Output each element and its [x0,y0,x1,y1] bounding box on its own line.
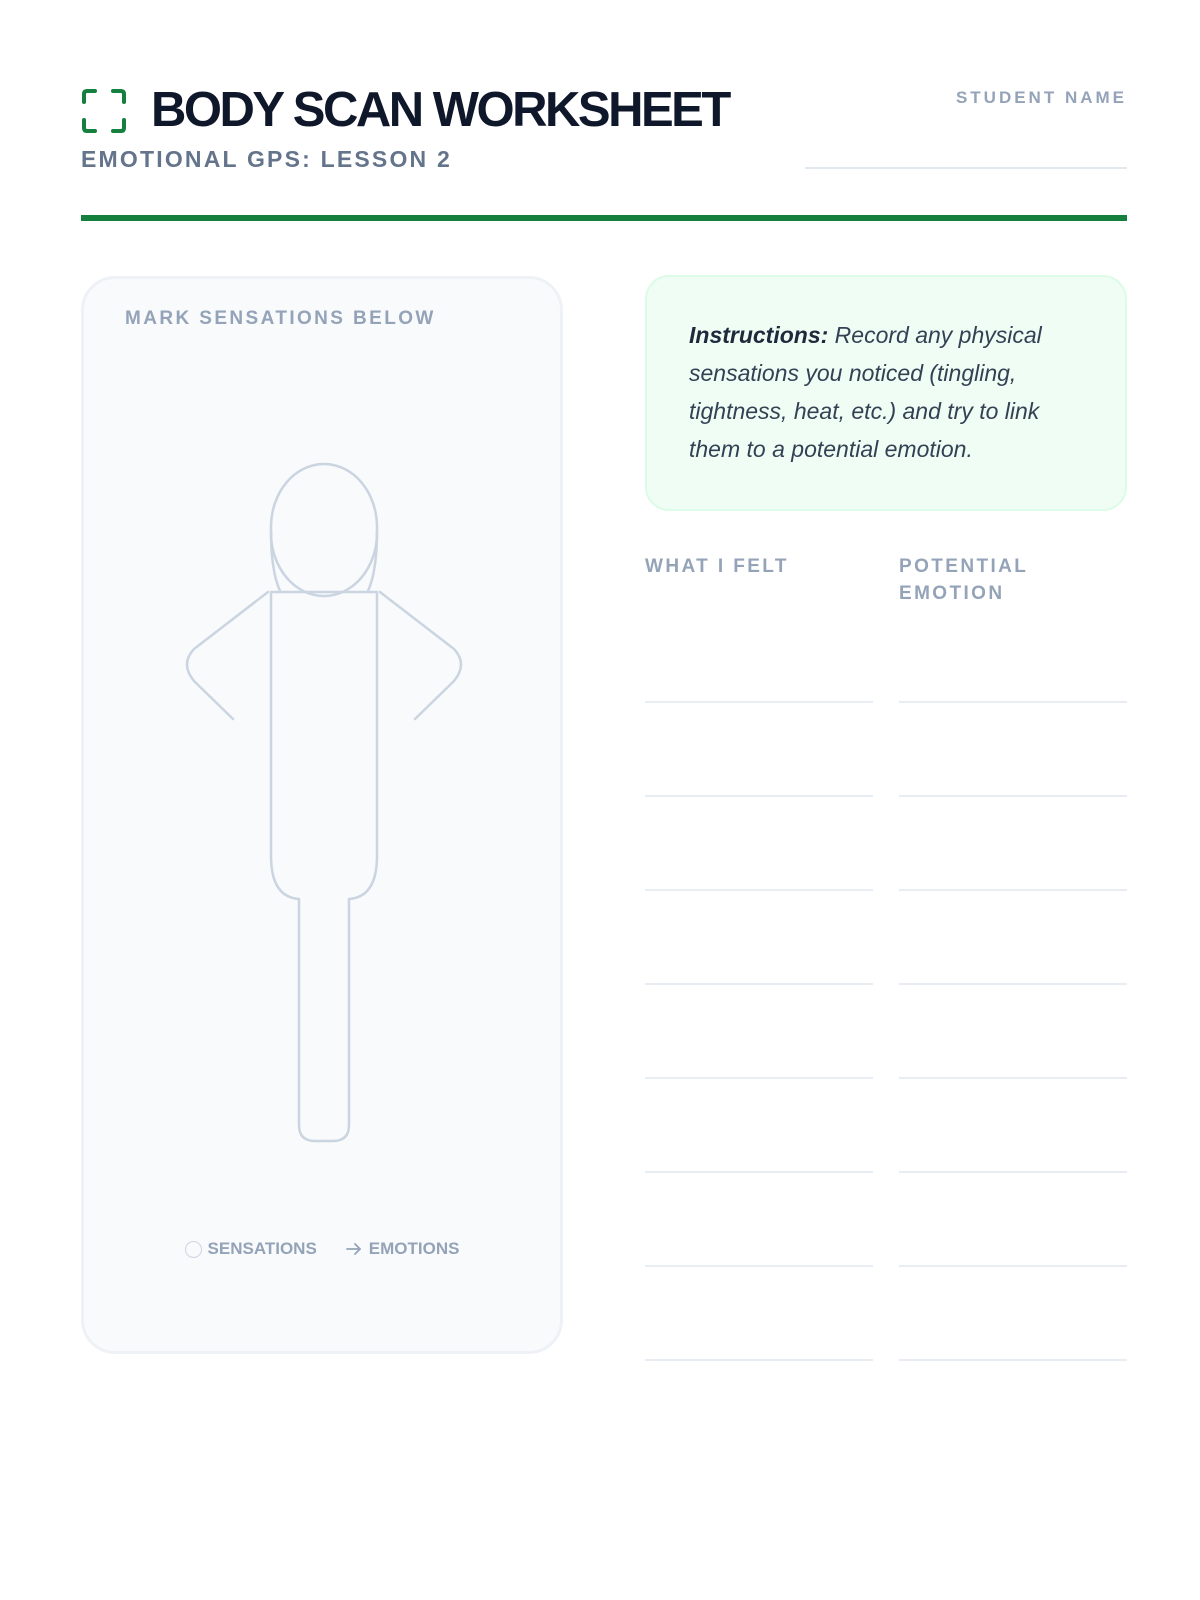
row-line-what-i-felt[interactable] [645,1077,873,1079]
diagram-legend [84,1239,560,1259]
row-line-what-i-felt[interactable] [645,1359,873,1361]
body-torso [271,592,377,1141]
row-line-potential-emotion[interactable] [899,795,1127,797]
instructions-lead: Instructions: [689,322,829,348]
student-name-field[interactable] [805,80,1127,172]
worksheet-header [81,80,1127,190]
row-line-potential-emotion[interactable] [899,889,1127,891]
header-divider [81,215,1127,221]
legend-sensations-label: SENSATIONS [207,1239,317,1258]
page-subtitle: EMOTIONAL GPS: LESSON 2 [81,146,452,172]
row-line-potential-emotion[interactable] [899,1077,1127,1079]
title-row [81,83,729,137]
worksheet-page [81,0,1127,1600]
row-line-what-i-felt[interactable] [645,1171,873,1173]
row-line-what-i-felt[interactable] [645,795,873,797]
student-name-line[interactable] [805,167,1127,169]
scan-frame-icon [81,88,127,134]
body-outline[interactable] [84,279,566,1357]
arrow-right-icon [345,1242,363,1256]
instructions-body: Record any physical sensations you noticed (tingling, tightness, heat, etc.) and try to link them to a potential emotion. [689,322,1042,462]
page-title: BODY SCAN WORKSHEET [151,83,729,137]
row-line-what-i-felt[interactable] [645,701,873,703]
student-name-label: STUDENT NAME [955,88,1127,107]
row-line-potential-emotion[interactable] [899,1171,1127,1173]
row-line-what-i-felt[interactable] [645,889,873,891]
row-line-potential-emotion[interactable] [899,1359,1127,1361]
body-diagram-panel[interactable] [81,276,563,1354]
circle-icon [185,1241,202,1258]
row-line-potential-emotion[interactable] [899,983,1127,985]
body-head [271,464,377,596]
column-header-what-i-felt: WHAT I FELT [645,556,789,577]
panel-label: MARK SENSATIONS BELOW [125,308,436,329]
instructions-box [645,275,1127,511]
row-line-potential-emotion[interactable] [899,1265,1127,1267]
row-line-potential-emotion[interactable] [899,701,1127,703]
legend-sensations [185,1239,317,1259]
legend-emotions [345,1239,460,1259]
instructions-text [689,316,1085,468]
row-line-what-i-felt[interactable] [645,1265,873,1267]
legend-emotions-label: EMOTIONS [368,1239,460,1258]
row-line-what-i-felt[interactable] [645,983,873,985]
body-arm-right [380,592,461,719]
column-header-potential-emotion: POTENTIAL EMOTION [899,556,1028,604]
body-arm-left [187,592,268,719]
